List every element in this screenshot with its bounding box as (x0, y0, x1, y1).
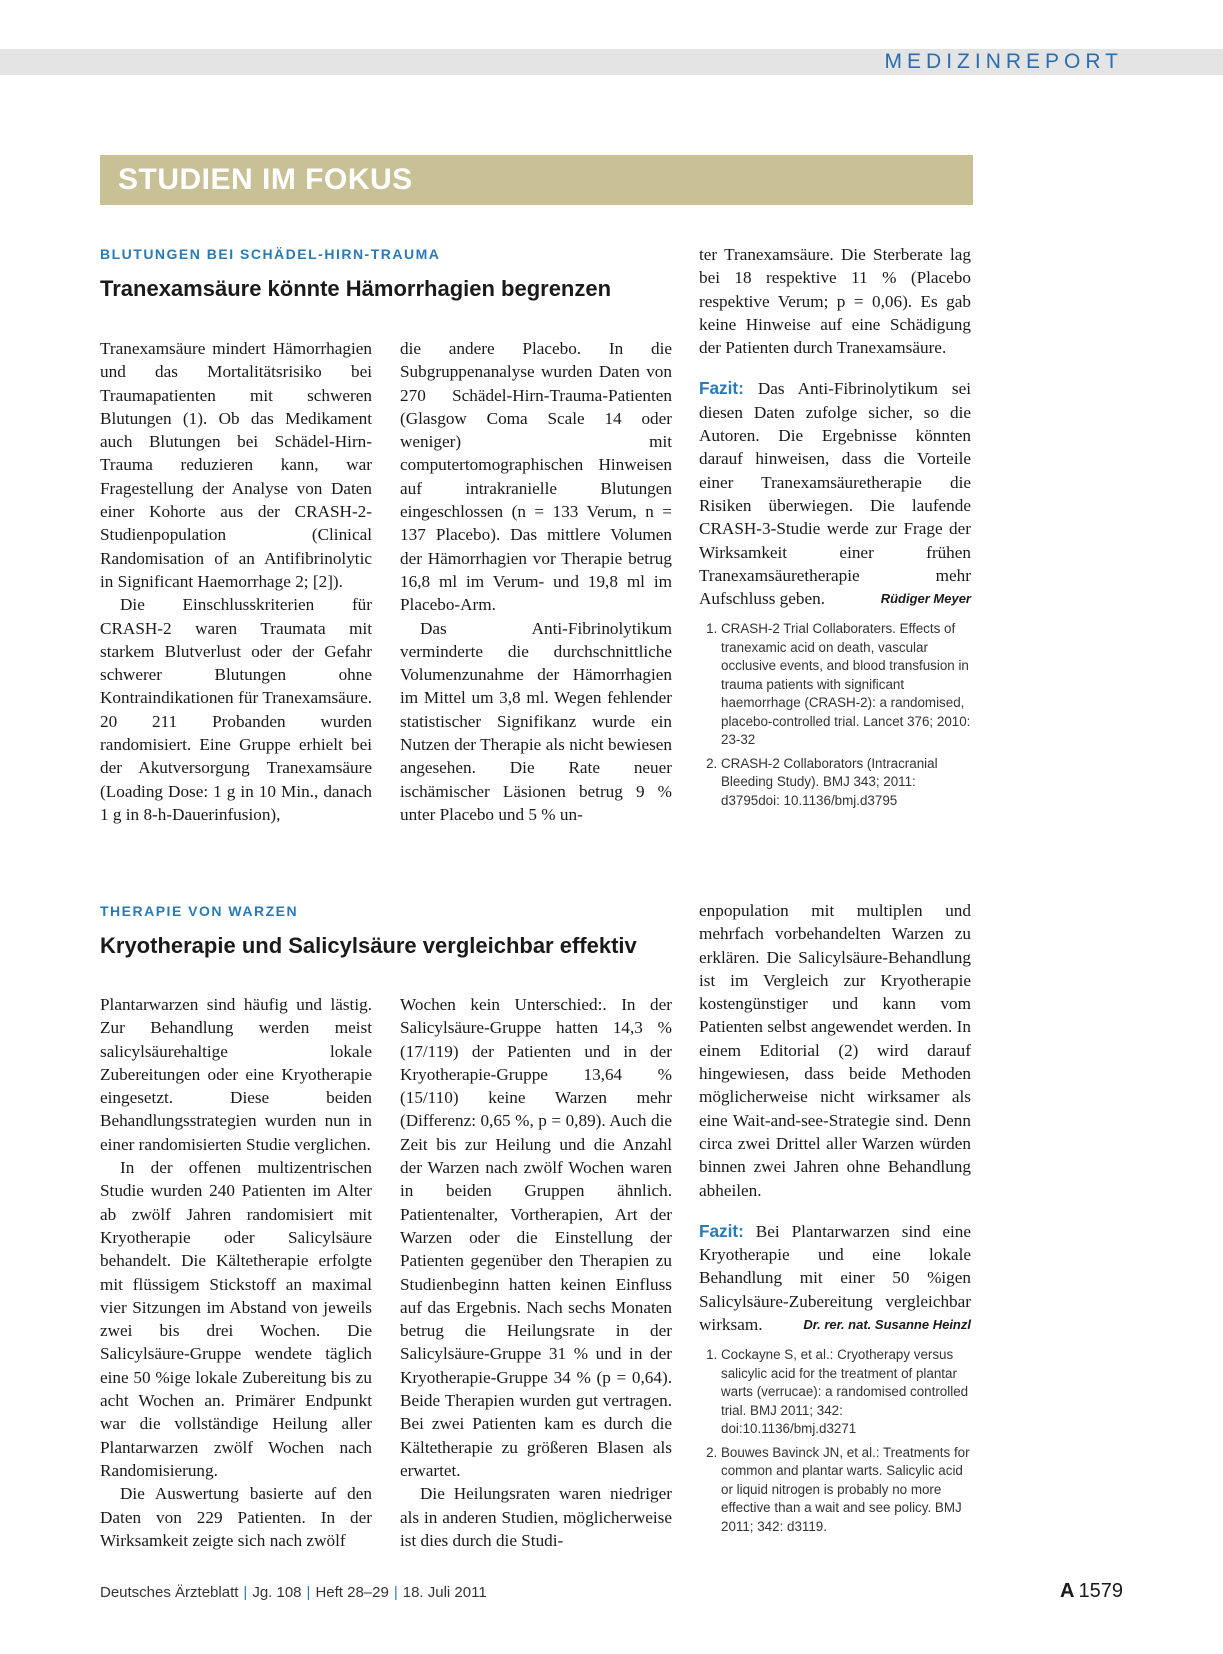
fazit-text: Das Anti-Fibrinolytikum sei diesen Daten zufolge sicher, so die Autoren. Die Ergebnisse könnten darauf hinweisen, dass die Vorteile einer Tranexamsäuretherapie die Risiken überwiegen. Die laufende CRASH-3-Studie werde zur Frage der Wirksamkeit einer frühen Tranexamsäuretherapie mehr Aufschluss geben. (699, 379, 972, 609)
banner-title: STUDIEN IM FOKUS (118, 163, 413, 196)
reference-item: 1. CRASH-2 Trial Collaboraters. Effects of tranexamic acid on death, vascular occlusive events, and blood transfusion in trauma patients with significant haemorrhage (CRASH-2): a randomised, placebo-controlled trial. Lancet 376; 2010: 23-32 (721, 620, 971, 750)
paragraph: Tranexamsäure mindert Hämorrhagien und das Mortalitätsrisiko bei Traumapatienten mit schweren Blutungen (1). Ob das Medikament auch Blutungen bei Schädel-Hirn-Trauma reduzieren kann, war Fragestellung der Analyse von Daten einer Kohorte aus der CRASH-2-Studienpopulation (Clinical Randomisation of an Antifibrinolytic in Significant Haemorrhage 2; [2]). (100, 339, 372, 591)
article1-column-2 (400, 337, 672, 826)
article2-column-1 (100, 993, 372, 1552)
article1-column-3 (699, 243, 971, 815)
paragraph: Das Anti-Fibrinolytikum verminderte die durchschnittliche Volumenzunahme der Hämorrhagien im Mittel um 3,8 ml. Wegen fehlender statistischer Signifikanz wurde ein Nutzen der Therapie als nicht bewiesen angesehen. Die Rate neuer ischämischer Läsionen betrug 9 % unter Placebo und 5 % un- (400, 618, 672, 824)
paragraph: Wochen kein Unterschied:. In der Salicylsäure-Gruppe hatten 14,3 % (17/119) der Patienten und in der Kryotherapie-Gruppe 13,64 % (15/110) keine Warzen mehr (Differenz: 0,65 %, p = 0,89). Auch die Zeit bis zur Heilung und die Anzahl der Warzen nach zwölf Wochen waren in beiden Gruppen ähnlich. Patientenalter, Vortherapien, Art der Warzen oder die Einstellung der Patienten gegenüber den Therapien zu Studienbeginn hatten keinen Einfluss auf das Ergebnis. Nach sechs Monaten betrug die Heilungsrate in der Salicylsäure-Gruppe 31 % und in der Kryotherapie-Gruppe 34 % (p = 0,64). Beide Therapien wurden gut vertragen. Bei zwei Patienten kam es durch die Kältetherapie zu größeren Blasen als erwartet. (400, 995, 672, 1480)
journal-name: Deutsches Ärzteblatt (100, 1584, 239, 1601)
paragraph: In der offenen multizentrischen Studie wurden 240 Patienten im Alter ab zwölf Jahren randomisiert mit Kryotherapie oder Salicylsäure behandelt. Die Kältetherapie erfolgte mit flüssigem Stickstoff an maximal vier Sitzungen im Abstand von jeweils zwei bis drei Wochen. Die Salicylsäure-Gruppe wendete täglich eine 50 %ige lokale Zubereitung bis zu acht Wochen an. Primärer Endpunkt war die vollständige Heilung aller Plantarwarzen zwölf Wochen nach Randomisierung. (100, 1158, 372, 1480)
reference-list (699, 620, 971, 810)
reference-item: 2. CRASH-2 Collaborators (Intracranial Bleeding Study). BMJ 343; 2011: d3795doi: 10.1136/bmj.d3795 (721, 755, 971, 811)
article2-column-3 (699, 899, 971, 1541)
article2-kicker: THERAPIE VON WARZEN (100, 903, 299, 919)
reference-list (699, 1346, 971, 1536)
paragraph: enpopulation mit multiplen und mehrfach vorbehandelten Warzen zu erklären. Die Salicylsäure-Behandlung ist im Vergleich zur Kryotherapie kostengünstiger und kann vom Patienten selbst angewendet werden. In einem Editorial (2) wird darauf hingewiesen, dass beide Methoden möglicherweise nicht wirksamer als eine Wait-and-see-Strategie sind. Denn circa zwei Drittel aller Warzen würden binnen zwei Jahren ohne Behandlung abheilen. (699, 901, 971, 1200)
separator: | (393, 1584, 398, 1601)
page-number (1060, 1580, 1123, 1603)
fazit-paragraph (699, 377, 971, 610)
section-banner (100, 155, 973, 205)
author-name: Dr. rer. nat. Susanne Heinzl (803, 1317, 971, 1333)
section-label: MEDIZINREPORT (884, 50, 1123, 73)
article1-kicker: BLUTUNGEN BEI SCHÄDEL-HIRN-TRAUMA (100, 246, 441, 262)
journal-issue: Heft 28–29 (315, 1584, 389, 1601)
paragraph: die andere Placebo. In die Subgruppenanalyse wurden Daten von 270 Schädel-Hirn-Trauma-Patienten (Glasgow Coma Scale 14 oder weniger) mit computertomographischen Hinweisen auf intrakranielle Blutungen eingeschlossen (n = 133 Verum, n = 137 Placebo). Das mittlere Volumen der Hämorrhagien vor Therapie betrug 16,8 ml im Verum- und 19,8 ml im Placebo-Arm. (400, 339, 672, 615)
article2-column-2 (400, 993, 672, 1552)
article1-headline: Tranexamsäure könnte Hämorrhagien begrenzen (100, 276, 612, 301)
article2-headline: Kryotherapie und Salicylsäure vergleichbar effektiv (100, 933, 637, 958)
fazit-label: Fazit: (699, 378, 744, 399)
paragraph: Plantarwarzen sind häufig und lästig. Zur Behandlung werden meist salicylsäurehaltige lokale Zubereitungen oder eine Kryotherapie eingesetzt. Diese beiden Behandlungsstrategien wurden nun in einer randomisierten Studie verglichen. (100, 995, 372, 1154)
page-number-value: 1579 (1078, 1580, 1123, 1602)
reference-item: 1. Cockayne S, et al.: Cryotherapy versus salicylic acid for the treatment of plantar warts (verrucae): a randomised controlled trial. BMJ 2011; 342: doi:10.1136/bmj.d3271 (721, 1346, 971, 1439)
article1-column-1 (100, 337, 372, 826)
issue-date: 18. Juli 2011 (402, 1584, 487, 1601)
author-name: Rüdiger Meyer (880, 591, 971, 607)
fazit-paragraph (699, 1220, 971, 1336)
fazit-label: Fazit: (699, 1220, 744, 1241)
page-footer (100, 1584, 487, 1601)
separator: | (243, 1584, 248, 1601)
paragraph: Die Heilungsraten waren niedriger als in anderen Studien, möglicherweise ist dies durch die Studi- (400, 1484, 672, 1550)
journal-volume: Jg. 108 (252, 1584, 302, 1601)
paragraph: Die Auswertung basierte auf den Daten von 229 Patienten. In der Wirksamkeit zeigte sich nach zwölf (100, 1484, 372, 1550)
reference-item: 2. Bouwes Bavinck JN, et al.: Treatments for common and plantar warts. Salicylic acid or liquid nitrogen is probably no more effective than a wait and see policy. BMJ 2011; 342: d3119. (721, 1444, 971, 1537)
paragraph: ter Tranexamsäure. Die Sterberate lag bei 18 respektive 11 % (Placebo respektive Verum; p = 0,06). Es gab keine Hinweise auf eine Schädigung der Patienten durch Tranexamsäure. (699, 245, 971, 358)
separator: | (306, 1584, 311, 1601)
paragraph: Die Einschlusskriterien für CRASH-2 waren Traumata mit starkem Blutverlust oder der Gefahr schwerer Blutungen ohne Kontraindikationen für Tranexamsäure. 20 211 Probanden wurden randomisiert. Eine Gruppe erhielt bei der Akutversorgung Tranexamsäure (Loading Dose: 1 g in 10 Min., danach 1 g in 8-h-Dauerinfusion), (100, 595, 372, 824)
fazit-text: Bei Plantarwarzen sind eine Kryotherapie und eine lokale Behandlung mit einer 50 %igen Salicylsäure-Zubereitung vergleichbar wirksam. (699, 1221, 971, 1335)
page-prefix: A (1060, 1580, 1075, 1602)
